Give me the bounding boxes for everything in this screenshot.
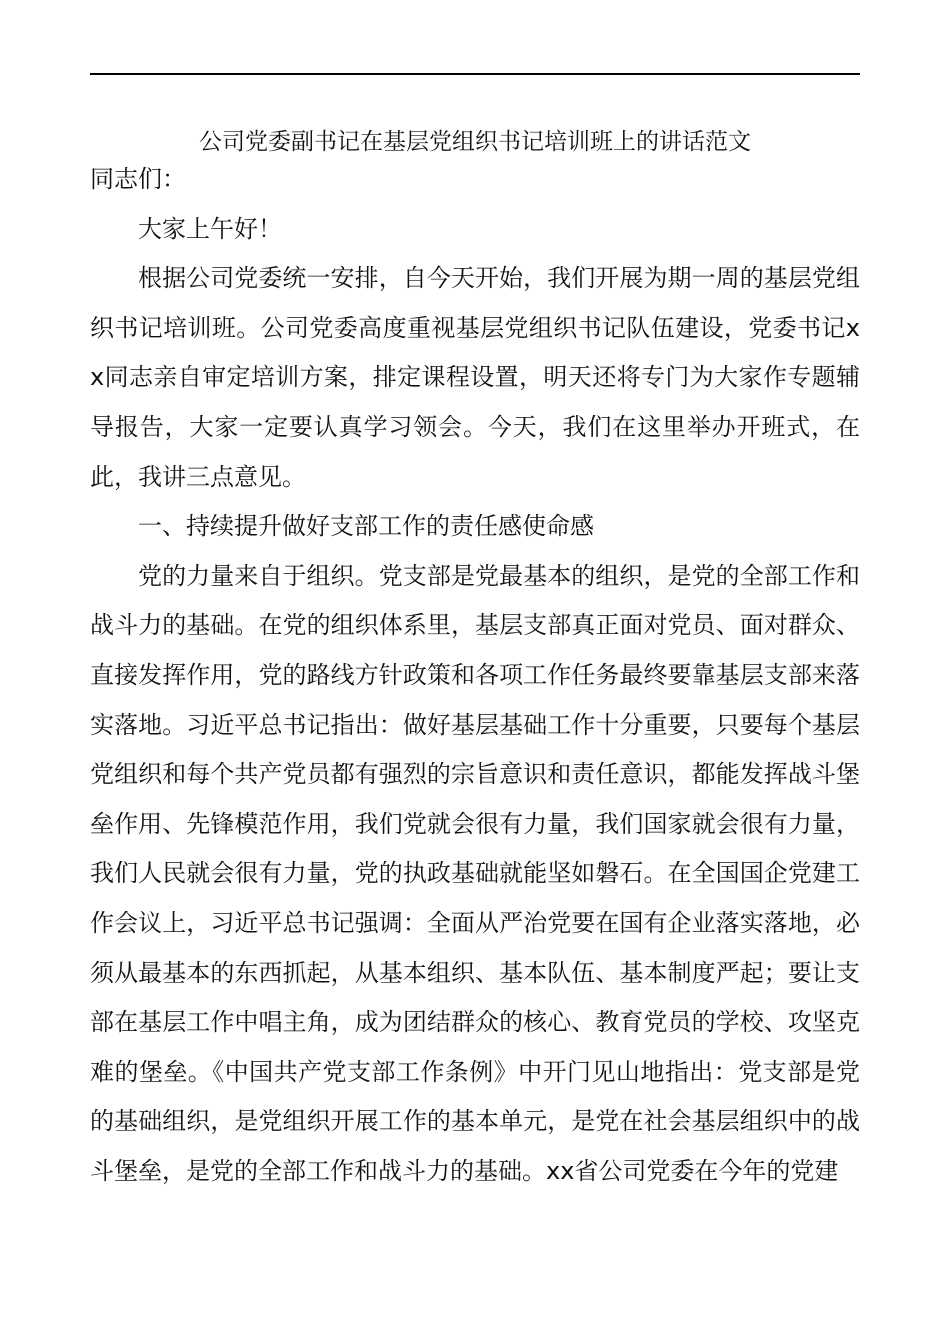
section-heading: 一、持续提升做好支部工作的责任感使命感: [138, 512, 594, 541]
body-paragraph: 根据公司党委统一安排，自今天开始，我们开展为期一周的基层党组织书记培训班。公司党委高度重视基层党组织书记队伍建设，党委书记xx同志亲自审定培训方案，排定课程设置，明天还将专门为大家作专题辅导报告，大家一定要认真学习领会。今天，我们在这里举办开班式，在此，我讲三点意见。: [90, 264, 860, 491]
document-body: [90, 155, 860, 1196]
document-title: 公司党委副书记在基层党组织书记培训班上的讲话范文: [199, 129, 751, 155]
salutation: 同志们：: [90, 165, 186, 193]
greeting: 大家上午好！: [138, 214, 282, 243]
header-rule: [90, 73, 860, 75]
body-paragraph: 党的力量来自于组织。党支部是党最基本的组织，是党的全部工作和战斗力的基础。在党的组织体系里，基层支部真正面对党员、面对群众、直接发挥作用，党的路线方针政策和各项工作任务最终要靠基层支部来落实落地。习近平总书记指出：做好基层基础工作十分重要，只要每个基层党组织和每个共产党员都有强烈的宗旨意识和责任意识，都能发挥战斗堡垒作用、先锋模范作用，我们党就会很有力量，我们国家就会很有力量，我们人民就会很有力量，党的执政基础就能坚如磐石。在全国国企党建工作会议上，习近平总书记强调：全面从严治党要在国有企业落实落地，必须从最基本的东西抓起，从基本组织、基本队伍、基本制度严起；要让支部在基层工作中唱主角，成为团结群众的核心、教育党员的学校、攻坚克难的堡垒。《中国共产党支部工作条例》中开门见山地指出：党支部是党的基础组织，是党组织开展工作的基本单元，是党在社会基层组织中的战斗堡垒，是党的全部工作和战斗力的基础。xx省公司党委在今年的党建: [90, 561, 860, 1185]
